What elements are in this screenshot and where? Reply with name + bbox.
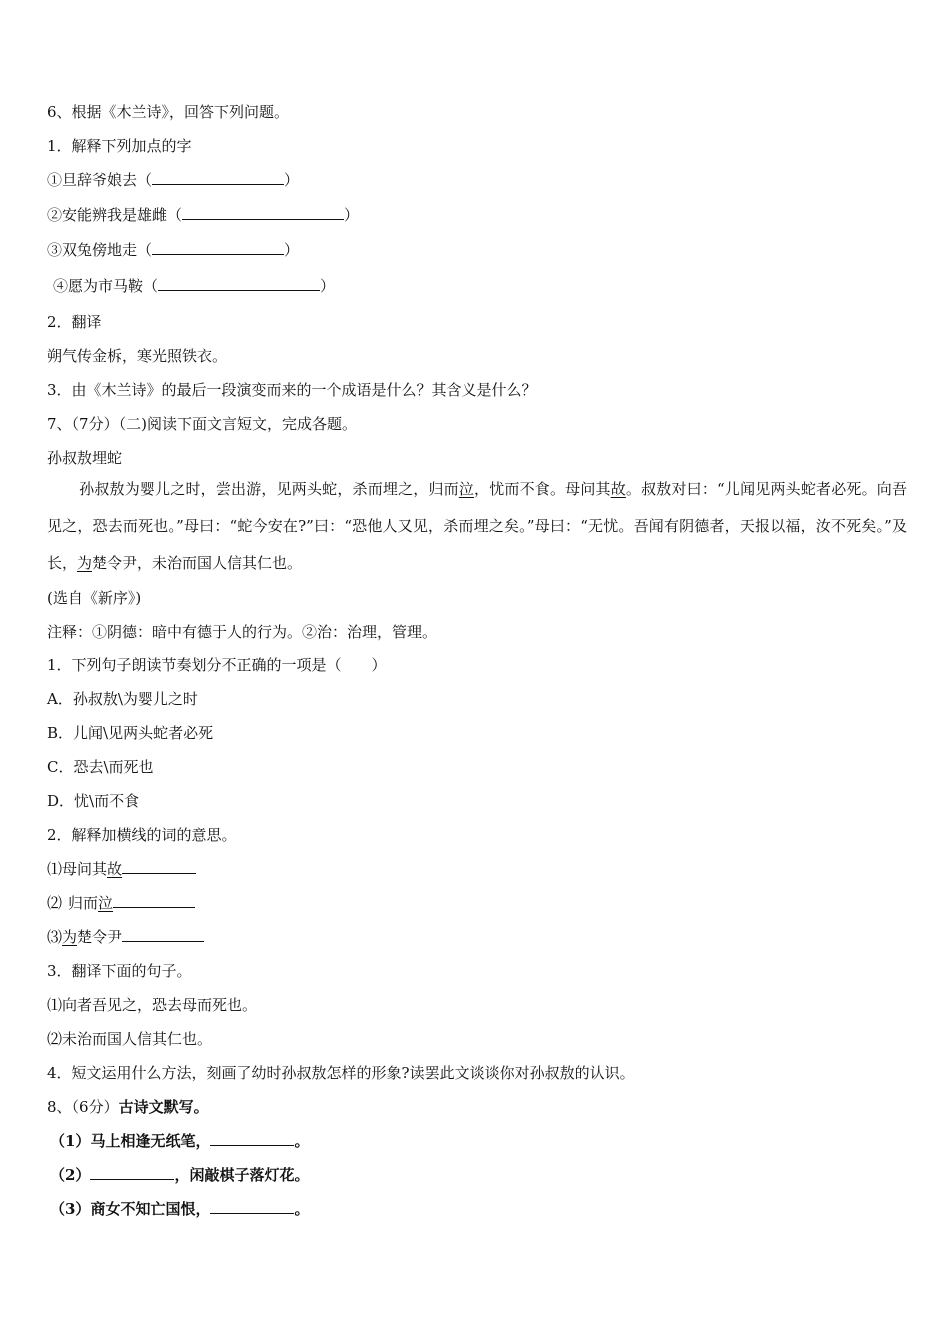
q7-sub2-item-3: ⑶为楚令尹	[47, 927, 204, 947]
option-d[interactable]: D．忧\而不食	[47, 792, 140, 810]
answer-blank[interactable]	[90, 1165, 174, 1180]
q6-part2-text: 朔气传金柝，寒光照铁衣。	[47, 347, 228, 365]
q7-sub3-title: 3．翻译下面的句子。	[47, 962, 192, 980]
q6-part3: 3．由《木兰诗》的最后一段演变而来的一个成语是什么？其含义是什么？	[47, 381, 537, 399]
q7-sub1-title: 1．下列句子朗读节奏划分不正确的一项是（ ）	[47, 656, 387, 674]
passage-title: 孙叔敖埋蛇	[47, 449, 123, 467]
answer-blank[interactable]	[182, 205, 344, 220]
underlined-word: 泣	[458, 480, 475, 498]
q7-sub4: 4．短文运用什么方法，刻画了幼时孙叔敖怎样的形象?读罢此文谈谈你对孙叔敖的认识。	[47, 1064, 635, 1082]
option-c[interactable]: C．恐去\而死也	[47, 758, 154, 776]
answer-blank[interactable]	[152, 170, 284, 185]
q8-item-2: （2） ，闲敲棋子落灯花。	[50, 1166, 310, 1184]
q7-sub2-item-1: ⑴母问其故	[47, 859, 196, 879]
answer-blank[interactable]	[158, 276, 320, 291]
q7-sub3-item-1: ⑴向者吾见之，恐去母而死也。	[47, 996, 258, 1014]
q7-sub2-item-2: ⑵ 归而泣	[47, 893, 195, 913]
q8-item-3: （3）商女不知亡国恨， 。	[50, 1200, 310, 1218]
q6-title: 6、根据《木兰诗》，回答下列问题。	[47, 103, 290, 121]
q6-item-4: ④愿为市马鞍（ ）	[53, 277, 336, 295]
q6-item-2: ②安能辨我是雄雌（ ）	[47, 206, 360, 224]
q6-part1-title: 1．解释下列加点的字	[47, 137, 192, 155]
answer-blank[interactable]	[122, 859, 196, 874]
option-a[interactable]: A．孙叔敖\为婴儿之时	[47, 690, 198, 708]
answer-blank[interactable]	[113, 893, 195, 908]
q6-part2-title: 2．翻译	[47, 313, 102, 331]
passage-note: 注释：①阴德：暗中有德于人的行为。②治：治理，管理。	[47, 623, 438, 641]
underlined-word: 故	[610, 480, 626, 498]
answer-blank[interactable]	[210, 1131, 294, 1146]
q7-sub3-item-2: ⑵未治而国人信其仁也。	[47, 1030, 213, 1048]
answer-blank[interactable]	[122, 927, 204, 942]
passage-source: (选自《新序》)	[47, 589, 142, 607]
q7-sub2-title: 2．解释加横线的词的意思。	[47, 826, 237, 844]
answer-blank[interactable]	[152, 240, 284, 255]
q8-title: 8、（6分）古诗文默写。	[47, 1098, 209, 1116]
q6-item-1: ①旦辞爷娘去（ ）	[47, 171, 300, 189]
classical-passage: 孙叔敖为婴儿之时，尝出游，见两头蛇，杀而埋之，归而泣，忧而不食。母问其故。叔敖对曰：“儿闻见两头蛇者必死。向吾见之，恐去而死也。”母曰：“蛇今安在?”曰：“恐他人又见，杀而埋之矣。”母曰：“无忧。吾闻有阴德者，天报以福，汝不死矣。”及长，为楚令尹，未治而国人信其仁也。	[47, 480, 907, 572]
option-b[interactable]: B．儿闻\见两头蛇者必死	[47, 724, 214, 742]
q6-item-3: ③双兔傍地走（ ）	[47, 241, 300, 259]
q7-title: 7、（7分）（二)阅读下面文言短文，完成各题。	[47, 415, 357, 433]
underlined-word: 为	[77, 554, 93, 572]
answer-blank[interactable]	[210, 1199, 294, 1214]
q8-item-1: （1）马上相逢无纸笔， 。	[50, 1132, 310, 1150]
